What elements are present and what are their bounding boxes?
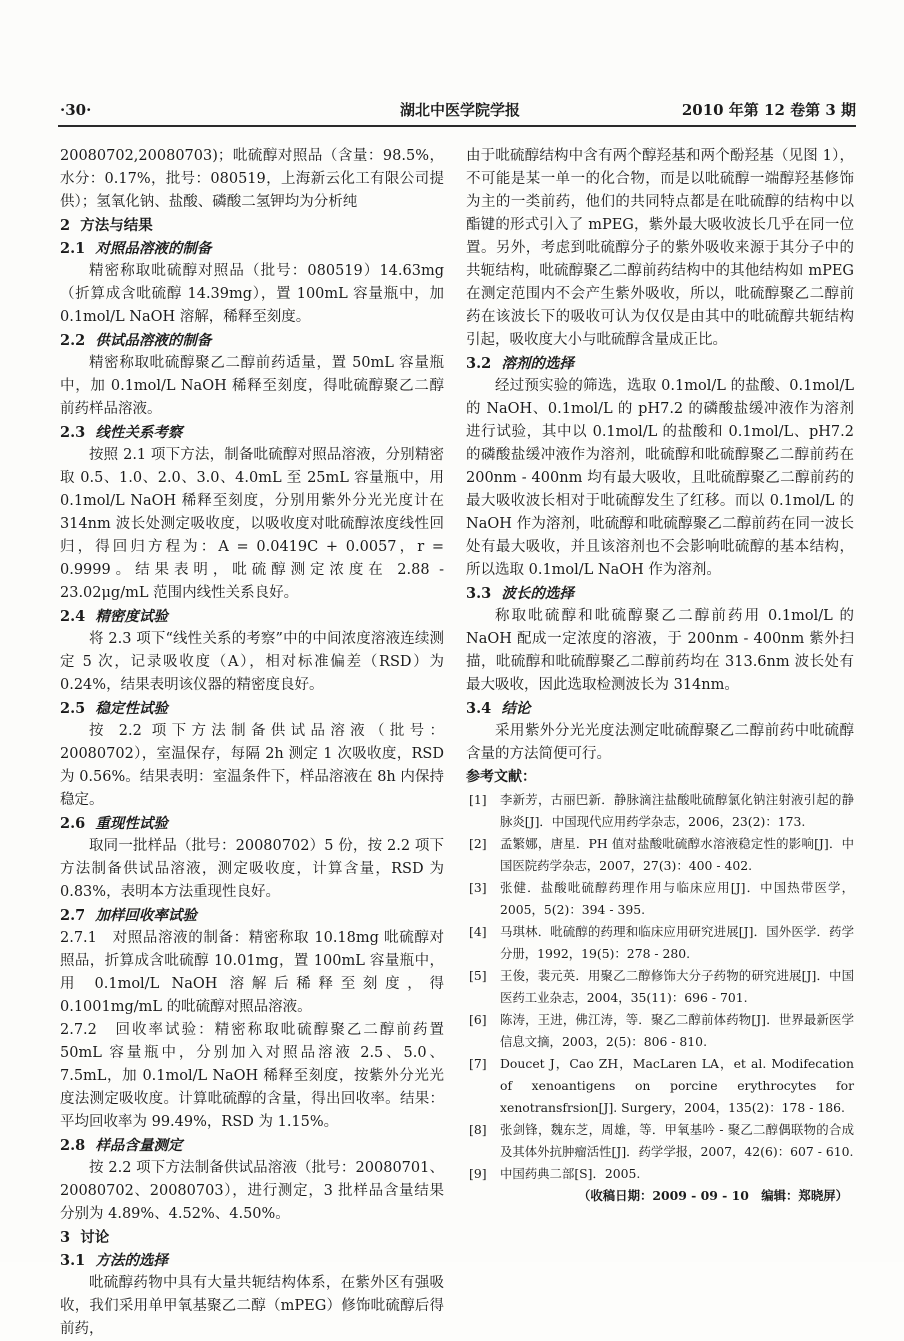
reference-item xyxy=(466,921,854,965)
subsection-2-1-text: 精密称取吡硫醇对照品（批号：080519）14.63mg（折算成含吡硫醇 14.39mg），置 100mL 容量瓶中，加 0.1mol/L NaOH 溶解，稀释至刻度。 xyxy=(60,263,444,325)
subsection-3-3-heading xyxy=(466,582,854,605)
reference-text: 李新芳，古丽巴新．静脉滴注盐酸吡硫醇氯化钠注射液引起的静脉炎[J]．中国现代应用药学杂志，2006，23(2)：173. xyxy=(500,792,854,829)
section-title: 讨论 xyxy=(80,1229,110,1246)
subsection-number: 3.3 xyxy=(466,585,492,602)
reference-item xyxy=(466,877,854,921)
subsection-title: 稳定性试验 xyxy=(95,700,168,717)
reference-text: 马琪林．吡硫醇的药理和临床应用研究进展[J]．国外医学．药学分册，1992，19(5)：278 - 280. xyxy=(500,924,854,961)
references-title: 参考文献： xyxy=(466,769,536,785)
issue-info: 2010 年第 12 卷第 3 期 xyxy=(681,101,856,119)
subsection-title: 加样回收率试验 xyxy=(95,907,197,924)
subsection-number: 2.2 xyxy=(60,332,86,349)
subsection-3-2-text: 经过预实验的筛选，选取 0.1mol/L 的盐酸、0.1mol/L 的 NaOH、0.1mol/L 的 pH7.2 的磷酸盐缓冲液作为溶剂进行试验，其中以 0.1mol/L 的盐酸和 0.1mol/L、pH7.2 的磷酸盐缓冲液作为溶剂，吡硫醇和吡硫醇聚乙二醇前药在 200nm - 400nm 均有最大吸收，且吡硫醇聚乙二醇前药的最大吸收波长相对于吡硫醇发生了红移。而以 0.1mol/L 的 NaOH 作为溶剂，吡硫醇和吡硫醇聚乙二醇前药在同一波长处有最大吸收，并且该溶剂也不会影响吡硫醇的基本结构，所以选取 0.1mol/L NaOH 作为溶剂。 xyxy=(466,378,854,578)
subsection-2-4-text: 将 2.3 项下“线性关系的考察”中的中间浓度溶液连续测定 5 次，记录吸收度（A），相对标准偏差（RSD）为 0.24%，结果表明该仪器的精密度良好。 xyxy=(60,631,444,693)
subsection-title: 样品含量测定 xyxy=(95,1137,183,1154)
reference-text: 孟繁娜，唐星．PH 值对盐酸吡硫醇水溶液稳定性的影响[J]．中国医院药学杂志，2007，27(3)：400 - 402. xyxy=(500,836,854,873)
reference-item xyxy=(466,789,854,833)
subsection-2-1-heading xyxy=(60,237,444,260)
subsection-3-4-heading xyxy=(466,697,854,720)
subsection-2-5-heading xyxy=(60,697,444,720)
reference-item xyxy=(466,1163,854,1185)
subsection-2-3-heading xyxy=(60,421,444,444)
subsection-2-2-text: 精密称取吡硫醇聚乙二醇前药适量，置 50mL 容量瓶中，加 0.1mol/L NaOH 稀释至刻度，得吡硫醇聚乙二醇前药样品溶液。 xyxy=(60,355,444,417)
reference-text: 张剑锋，魏东芝，周雄，等．甲氧基吟 - 聚乙二醇偶联物的合成及其体外抗肿瘤活性[J]．药学学报，2007，42(6)：607 - 610. xyxy=(500,1122,854,1159)
reference-number: [4] xyxy=(469,924,487,939)
subsection-number: 2.8 xyxy=(60,1137,86,1154)
subsection-2-4-heading xyxy=(60,605,444,628)
right-column xyxy=(466,145,854,1250)
reference-number: [5] xyxy=(469,968,487,983)
subsection-2-6-text: 取同一批样品（批号：20080702）5 份，按 2.2 项下方法制备供试品溶液，测定吸收度，计算含量，RSD 为 0.83%，表明本方法重现性良好。 xyxy=(60,838,444,900)
subsection-number: 2.1 xyxy=(60,240,86,257)
reference-item xyxy=(466,965,854,1009)
reference-number: [1] xyxy=(469,792,487,807)
reference-number: [2] xyxy=(469,836,487,851)
journal-title: 湖北中医学院学报 xyxy=(399,101,520,119)
reference-number: [7] xyxy=(469,1056,487,1071)
page-number: ·30· xyxy=(60,101,92,119)
reference-text: 张健．盐酸吡硫醇药理作用与临床应用[J]．中国热带医学，2005，5(2)：394 - 395. xyxy=(500,880,854,917)
subsection-2-2-heading xyxy=(60,329,444,352)
references-list xyxy=(466,789,854,1185)
subsection-title: 对照品溶液的制备 xyxy=(95,240,212,257)
reference-text: 中国药典二部[S]．2005. xyxy=(500,1166,641,1181)
subsection-3-1-text-continued: 由于吡硫醇结构中含有两个醇羟基和两个酚羟基（见图 1），不可能是某一单一的化合物，而是以吡硫醇一端醇羟基修饰为主的一类前药，他们的共同特点都是在吡硫醇的结构中以酯键的形式引入了 mPEG，紫外最大吸收波长几乎在同一位置。另外，考虑到吡硫醇分子的紫外吸收来源于其分子中的共轭结构，吡硫醇聚乙二醇前药结构中的其他结构如 mPEG 在测定范围内不会产生紫外吸收，所以，吡硫醇聚乙二醇前药在该波长下的吸收可认为仅仅是由其中的吡硫醇共轭结构引起，吸收度大小与吡硫醇含量成正比。 xyxy=(466,148,854,348)
reference-item xyxy=(466,833,854,877)
section-2-heading xyxy=(60,214,444,237)
subsection-number: 2.3 xyxy=(60,424,86,441)
subsection-2-7-heading xyxy=(60,904,444,927)
subsection-3-2-heading xyxy=(466,352,854,375)
subsection-3-1-text-start: 吡硫醇药物中具有大量共轭结构体系，在紫外区有强吸收，我们采用单甲氧基聚乙二醇（mPEG）修饰吡硫醇后得前药， xyxy=(60,1275,444,1337)
section-3-heading xyxy=(60,1226,444,1249)
reference-text: Doucet J，Cao ZH，MacLaren LA，et al. Modifecation of xenoantigens on porcine erythrocytes for xenotransfrsion[J]. Surgery，2004，135(2)：178 - 186. xyxy=(500,1056,854,1115)
received-date-editor-note: （收稿日期：2009 - 09 - 10 编辑：郑晓屏） xyxy=(578,1188,848,1203)
subsection-2-3-text: 按照 2.1 项下方法，制备吡硫醇对照品溶液，分别精密取 0.5、1.0、2.0、3.0、4.0mL 至 25mL 容量瓶中，用 0.1mol/L NaOH 稀释至刻度，分别用紫外分光光度计在 314nm 波长处测定吸收度，以吸收度对吡硫醇浓度线性回归，得回归方程为：A = 0.0419C + 0.0057，r = 0.9999。结果表明，吡硫醇测定浓度在 2.88 - 23.02μg/mL 范围内线性关系良好。 xyxy=(60,447,444,601)
subsection-number: 3.1 xyxy=(60,1252,86,1269)
subsection-2-6-heading xyxy=(60,812,444,835)
left-column xyxy=(60,145,444,1337)
reference-item xyxy=(466,1053,854,1119)
subsection-number: 2.7 xyxy=(60,907,86,924)
section-number: 3 xyxy=(60,1229,71,1246)
subsection-title: 溶剂的选择 xyxy=(501,355,574,372)
reference-number: [8] xyxy=(469,1122,487,1137)
subsection-number: 3.2 xyxy=(466,355,492,372)
section-number: 2 xyxy=(60,217,71,234)
header-rule xyxy=(58,125,856,127)
subsection-3-4-text: 采用紫外分光光度法测定吡硫醇聚乙二醇前药中吡硫醇含量的方法简便可行。 xyxy=(466,723,854,762)
reference-number: [6] xyxy=(469,1012,487,1027)
reference-number: [3] xyxy=(469,880,487,895)
reference-item xyxy=(466,1119,854,1163)
section-title: 方法与结果 xyxy=(80,217,153,234)
subsection-title: 线性关系考察 xyxy=(95,424,183,441)
subsection-title: 重现性试验 xyxy=(95,815,168,832)
reference-text: 陈涛，王进，佛江涛，等．聚乙二醇前体药物[J]．世界最新医学信息文摘，2003，2(5)：806 - 810. xyxy=(500,1012,854,1049)
subsection-2-8-heading xyxy=(60,1134,444,1157)
reference-text: 王俊，裴元英．用聚乙二醇修饰大分子药物的研究进展[J]．中国医药工业杂志，2004，35(11)：696 - 701. xyxy=(500,968,854,1005)
subsection-title: 结论 xyxy=(501,700,531,717)
subsection-title: 波长的选择 xyxy=(501,585,574,602)
subsection-2-7-2-text: 2.7.2 回收率试验：精密称取吡硫醇聚乙二醇前药置 50mL 容量瓶中，分别加入对照品溶液 2.5、5.0、7.5mL，加 0.1mol/L NaOH 稀释至刻度，按紫外分光光度法测定吸收度。计算吡硫醇的含量，得出回收率。结果：平均回收率为 99.49%，RSD 为 1.15%。 xyxy=(60,1022,444,1130)
subsection-2-5-text: 按 2.2 项下方法制备供试品溶液（批号：20080702），室温保存，每隔 2h 测定 1 次吸收度，RSD 为 0.56%。结果表明：室温条件下，样品溶液在 8h 内保持稳定。 xyxy=(60,723,444,808)
subsection-title: 精密度试验 xyxy=(95,608,168,625)
subsection-number: 2.4 xyxy=(60,608,86,625)
reference-item xyxy=(466,1009,854,1053)
subsection-number: 2.5 xyxy=(60,700,86,717)
subsection-2-8-text: 按 2.2 项下方法制备供试品溶液（批号：20080701、20080702、20080703），进行测定，3 批样品含量结果分别为 4.89%、4.52%、4.50%。 xyxy=(60,1160,444,1222)
subsection-2-7-1-text: 2.7.1 对照品溶液的制备：精密称取 10.18mg 吡硫醇对照品，折算成含吡硫醇 10.01mg，置 100mL 容量瓶中，用 0.1mol/L NaOH 溶解后稀释至刻度，得 0.1001mg/mL 的吡硫醇对照品溶液。 xyxy=(60,930,444,1015)
subsection-number: 3.4 xyxy=(466,700,492,717)
subsection-number: 2.6 xyxy=(60,815,86,832)
subsection-title: 供试品溶液的制备 xyxy=(95,332,212,349)
subsection-title: 方法的选择 xyxy=(95,1252,168,1269)
subsection-3-1-heading xyxy=(60,1249,444,1272)
reference-number: [9] xyxy=(469,1166,487,1181)
materials-paragraph: 20080702,20080703)；吡硫醇对照品（含量：98.5%，水分：0.17%，批号：080519，上海新云化工有限公司提供）；氢氧化钠、盐酸、磷酸二氢钾均为分析纯 xyxy=(60,148,444,210)
subsection-3-3-text: 称取吡硫醇和吡硫醇聚乙二醇前药用 0.1mol/L 的 NaOH 配成一定浓度的溶液，于 200nm - 400nm 紫外扫描，吡硫醇和吡硫醇聚乙二醇前药均在 313.6nm 波长处有最大吸收，因此选取检测波长为 314nm。 xyxy=(466,608,854,693)
